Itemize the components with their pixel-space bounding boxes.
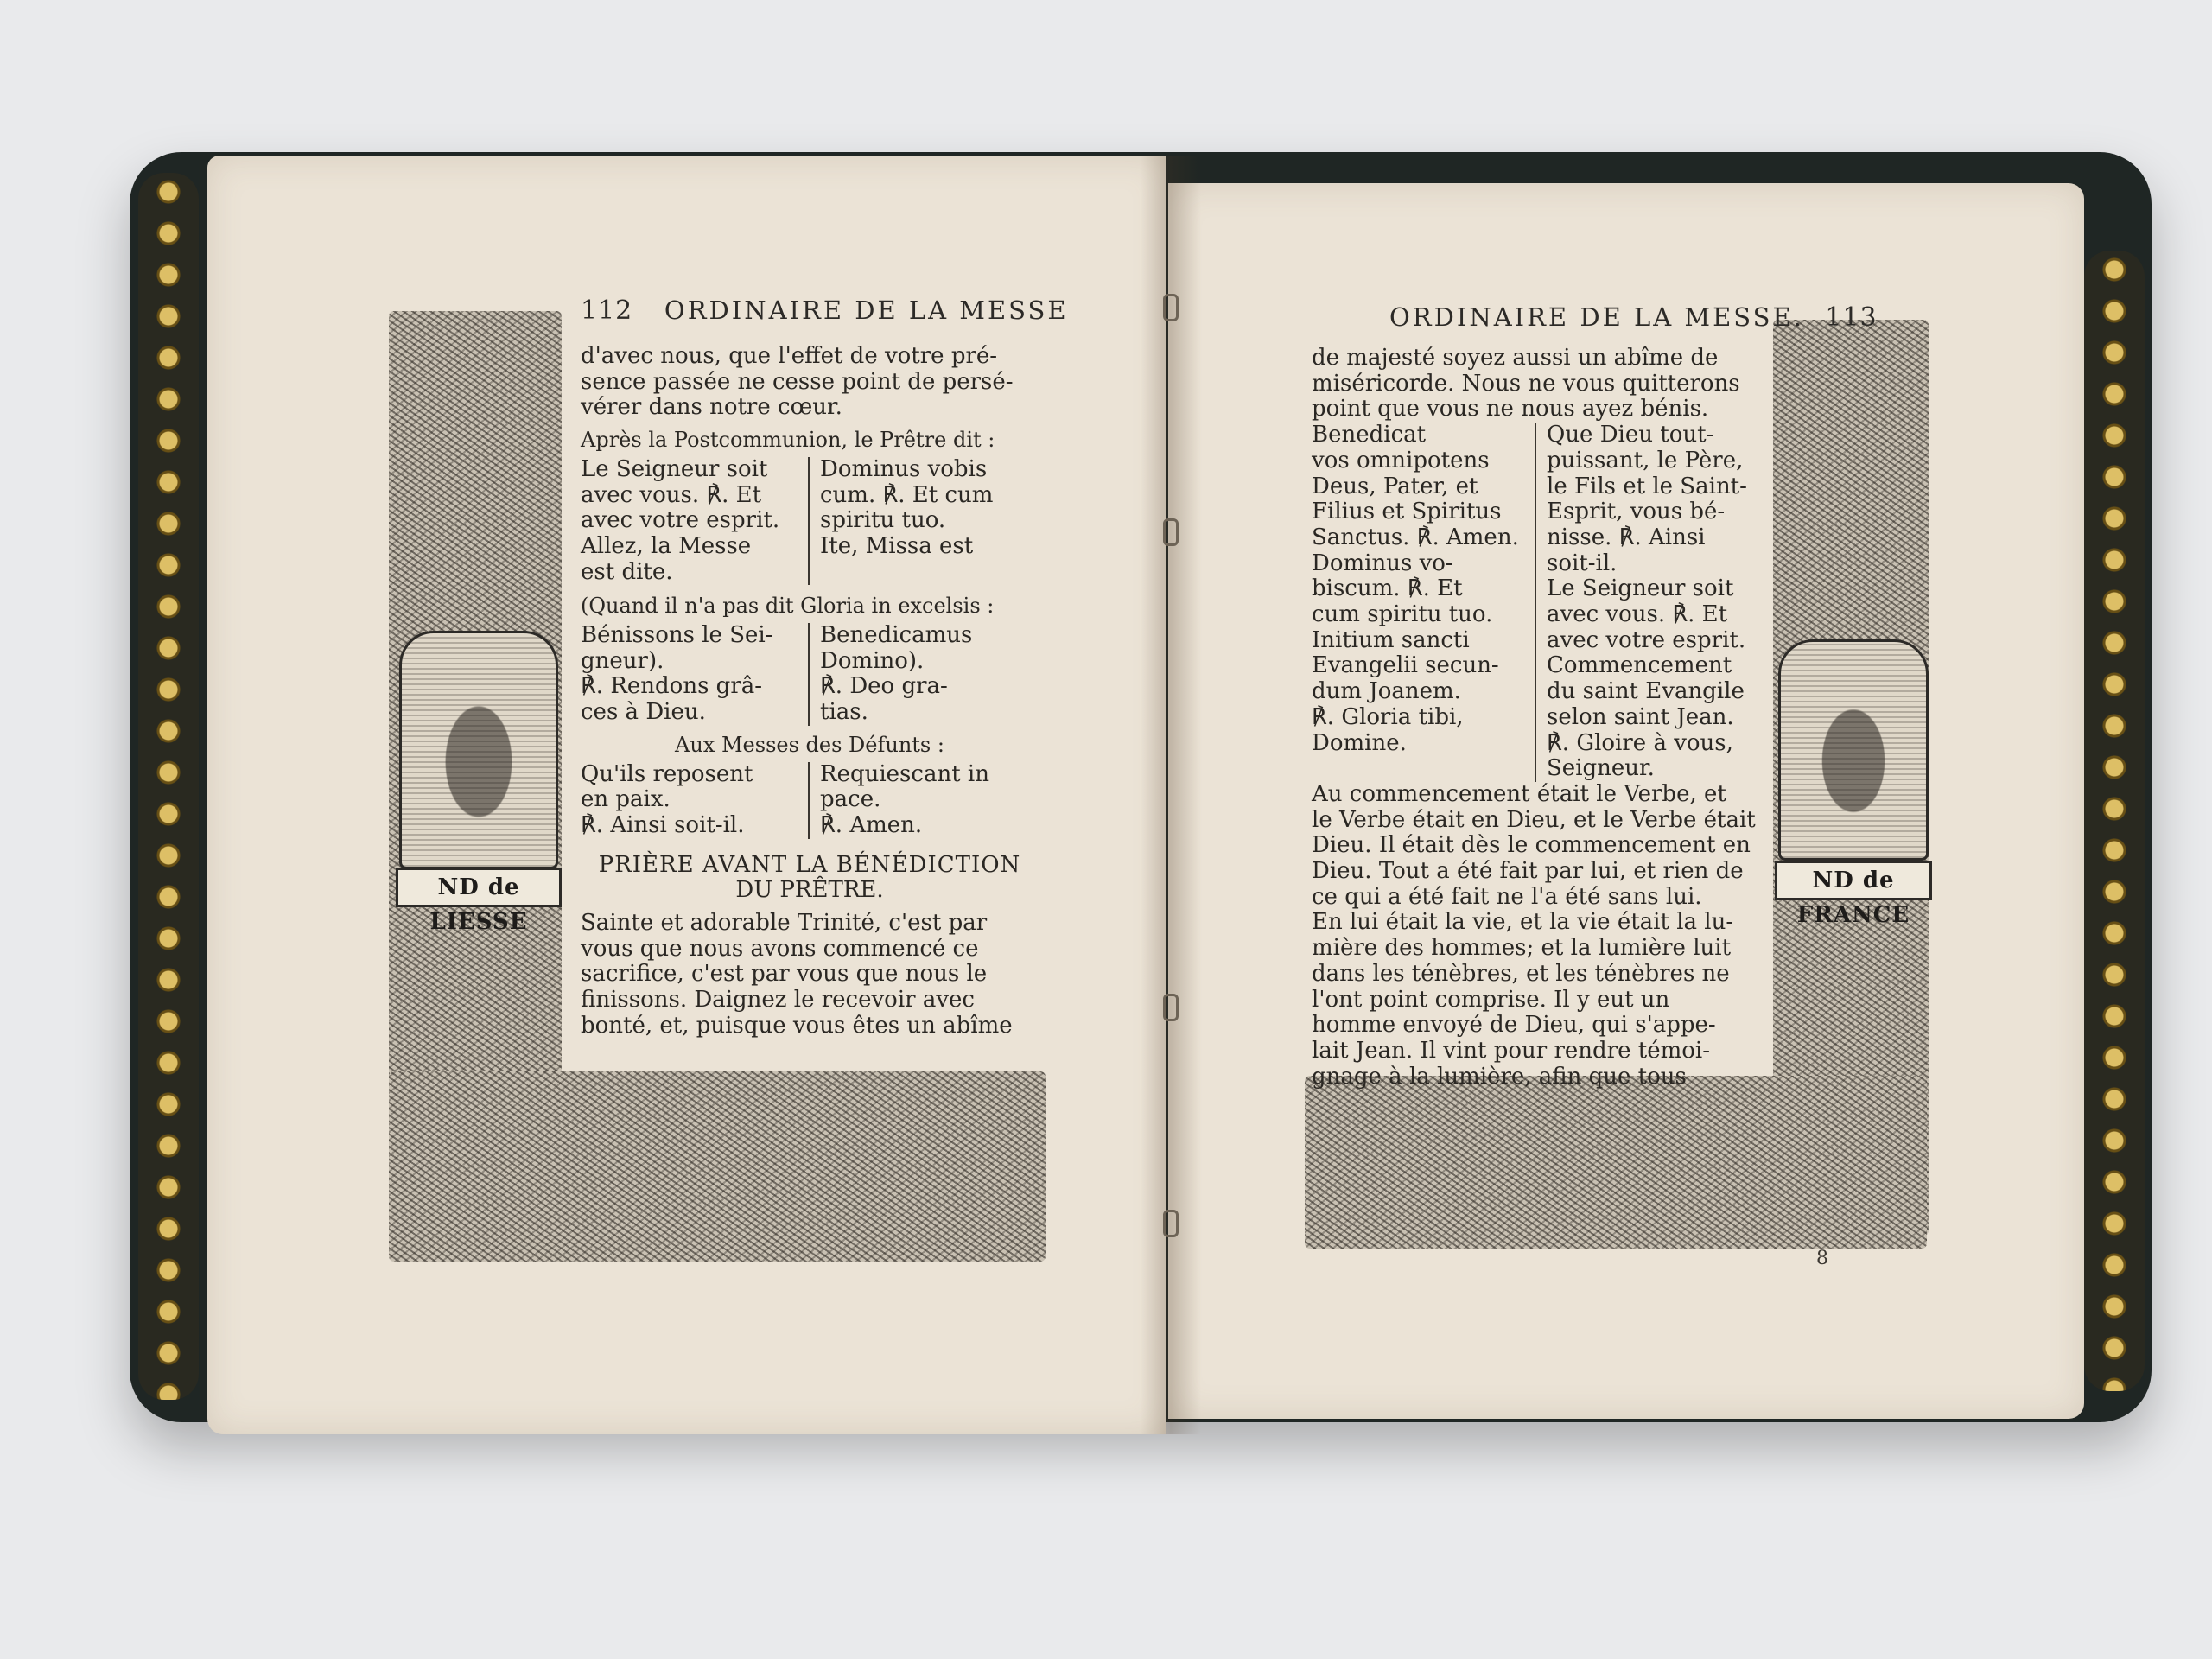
text-line: Qu'ils reposent xyxy=(581,760,753,787)
text-line: le Verbe était en Dieu, et le Verbe était xyxy=(1312,806,1756,833)
floral-engraving-left-bottom xyxy=(389,1071,1046,1262)
left-page-number: 112 xyxy=(581,296,633,326)
text-line: dans les ténèbres, et les ténèbres ne xyxy=(1312,960,1730,987)
text-line: Au commencement était le Verbe, et xyxy=(1312,780,1726,807)
text-line: cum. ℟. Et cum xyxy=(820,481,994,508)
right-text-block xyxy=(1312,346,1761,1090)
text-line: vous que nous avons commencé ce xyxy=(581,935,979,962)
text-line: miséricorde. Nous ne vous quitterons xyxy=(1312,370,1740,397)
text-line: Domino). xyxy=(820,647,925,674)
text-line: dum Joanem. xyxy=(1312,678,1461,705)
text-line: Dieu. Tout a été fait par lui, et rien de xyxy=(1312,858,1744,885)
text-line: ℟. Gloire à vous, xyxy=(1547,729,1733,756)
text-line: Domine. xyxy=(1312,729,1407,756)
rubric-defunts: Aux Messes des Défunts : xyxy=(675,732,944,757)
dialog-block-benediction xyxy=(1312,423,1761,782)
text-line: Filius et Spiritus xyxy=(1312,499,1502,525)
dialog-block-3 xyxy=(581,762,1039,839)
text-line: ce qui a été fait ne l'a été sans lui. xyxy=(1312,883,1702,910)
text-line: ℟. Ainsi soit-il. xyxy=(581,811,745,838)
text-line: En lui était la vie, et la vie était la lu- xyxy=(1312,909,1734,936)
binding-stitch xyxy=(1163,518,1179,546)
text-line: tias. xyxy=(820,699,868,726)
plaque-label-right: ND de FRANCE xyxy=(1775,861,1932,900)
text-line: Dieu. Il était dès le commencement en xyxy=(1312,832,1751,859)
text-line: le Fils et le Saint- xyxy=(1547,473,1747,499)
right-page-number: 113 xyxy=(1825,302,1878,333)
right-running-head-text: ORDINAIRE DE LA MESSE. xyxy=(1389,302,1804,332)
text-line: bonté, et, puisque vous êtes un abîme xyxy=(581,1012,1013,1039)
text-line: Le Seigneur soit xyxy=(1547,575,1734,602)
text-line: ℟. Amen. xyxy=(820,811,923,838)
left-running-head xyxy=(581,296,1069,326)
text-line: biscum. ℟. Et xyxy=(1312,575,1463,602)
text-line: Esprit, vous bé- xyxy=(1547,499,1726,525)
text-line: Dominus vo- xyxy=(1312,550,1453,576)
text-line: vérer dans notre cœur. xyxy=(581,394,842,421)
text-line: puissant, le Père, xyxy=(1547,447,1744,474)
text-line: avec votre esprit. xyxy=(1547,626,1746,653)
prayer-title: DU PRÊTRE. xyxy=(735,877,884,904)
text-line: homme envoyé de Dieu, qui s'appe- xyxy=(1312,1012,1716,1039)
text-line: en paix. xyxy=(581,786,671,813)
text-line: sence passée ne cesse point de persé- xyxy=(581,368,1014,395)
text-line: Initium sancti xyxy=(1312,626,1470,653)
right-running-head xyxy=(1389,302,1878,333)
text-line: gnage à la lumière, afin que tous xyxy=(1312,1063,1687,1090)
text-line: l'ont point comprise. Il y eut un xyxy=(1312,986,1670,1013)
text-line: gneur). xyxy=(581,647,664,674)
text-line: vos omnipotens xyxy=(1312,447,1490,474)
gilt-border-right xyxy=(2084,251,2145,1391)
text-line: ces à Dieu. xyxy=(581,699,706,726)
text-line: Ite, Missa est xyxy=(820,532,974,559)
text-line: sacrifice, c'est par vous que nous le xyxy=(581,961,988,988)
text-line: Evangelii secun- xyxy=(1312,652,1499,679)
text-line: Bénissons le Sei- xyxy=(581,622,773,649)
text-line: Requiescant in xyxy=(820,760,989,787)
text-line: Benedicat xyxy=(1312,422,1427,448)
gilt-border-left xyxy=(138,173,199,1400)
text-line: Deus, Pater, et xyxy=(1312,473,1478,499)
text-line: avec vous. ℟. Et xyxy=(1547,601,1728,628)
left-text-block xyxy=(581,344,1039,1039)
text-line: nisse. ℟. Ainsi soit-il. xyxy=(1547,524,1706,576)
binding-stitch xyxy=(1163,294,1179,321)
dialog-block-2 xyxy=(581,623,1039,726)
madonna-medallion-left xyxy=(399,631,558,869)
text-line: avec vous. ℟. Et xyxy=(581,481,762,508)
text-line: Le Seigneur soit xyxy=(581,455,768,482)
text-line: Sanctus. ℟. Amen. xyxy=(1312,524,1519,550)
text-line: ℟. Rendons grâ- xyxy=(581,673,763,700)
text-line: Seigneur. xyxy=(1547,755,1655,782)
text-line: finissons. Daignez le recevoir avec xyxy=(581,987,975,1014)
text-line: spiritu tuo. xyxy=(820,507,946,534)
text-line: de majesté soyez aussi un abîme de xyxy=(1312,345,1719,371)
text-line: Sainte et adorable Trinité, c'est par xyxy=(581,910,988,937)
text-line: mière des hommes; et la lumière luit xyxy=(1312,935,1732,962)
text-line: cum spiritu tuo. xyxy=(1312,601,1493,628)
plaque-label-left: ND de LIESSE xyxy=(396,868,562,907)
floral-engraving-right-bottom xyxy=(1305,1076,1927,1249)
left-running-head-text: ORDINAIRE DE LA MESSE xyxy=(664,296,1069,325)
dialog-block-1 xyxy=(581,457,1039,586)
text-line: ℟. Deo gra- xyxy=(820,673,948,700)
binding-stitch xyxy=(1163,994,1179,1021)
binding-stitch xyxy=(1163,1210,1179,1237)
text-line: pace. xyxy=(820,786,881,813)
text-line: est dite. xyxy=(581,558,673,585)
book-gutter xyxy=(1141,156,1201,1434)
text-line: d'avec nous, que l'effet de votre pré- xyxy=(581,343,998,369)
text-line: Benedicamus xyxy=(820,622,973,649)
text-line: lait Jean. Il vint pour rendre témoi- xyxy=(1312,1037,1711,1064)
text-line: Que Dieu tout- xyxy=(1547,422,1714,448)
text-line: selon saint Jean. xyxy=(1547,703,1734,730)
text-line: ℟. Gloria tibi, xyxy=(1312,703,1464,730)
text-line: Allez, la Messe xyxy=(581,532,752,559)
text-line: Commencement xyxy=(1547,652,1732,679)
rubric-gloria: (Quand il n'a pas dit Gloria in excelsis : xyxy=(581,594,995,619)
statue-medallion-right xyxy=(1778,639,1929,861)
rubric-postcommunion: Après la Postcommunion, le Prêtre dit : xyxy=(581,428,995,453)
text-line: avec votre esprit. xyxy=(581,507,780,534)
prayer-title: PRIÈRE AVANT LA BÉNÉDICTION xyxy=(598,851,1021,878)
text-line: point que vous ne nous ayez bénis. xyxy=(1312,396,1709,423)
text-line: Dominus vobis xyxy=(820,455,988,482)
text-line: du saint Evangile xyxy=(1547,678,1745,705)
signature-mark: 8 xyxy=(1816,1248,1828,1269)
